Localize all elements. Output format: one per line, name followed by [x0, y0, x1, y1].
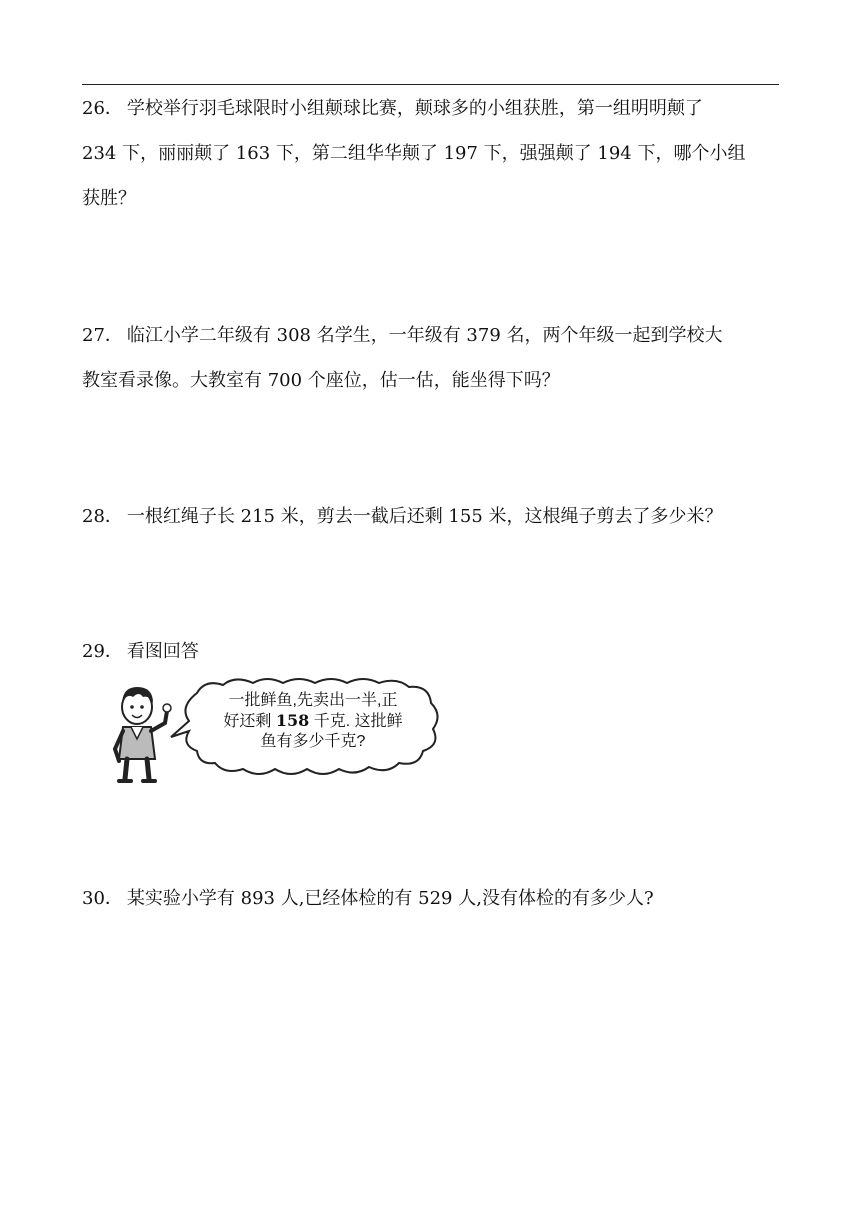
bubble-line-2-end: 千克. 这批鲜 — [313, 713, 403, 730]
question-line — [82, 313, 782, 358]
bubble-line-1: 一批鲜鱼,先卖出一半,正 — [228, 692, 398, 709]
question-26 — [82, 86, 782, 221]
question-30 — [82, 876, 782, 921]
question-29 — [82, 629, 782, 674]
bubble-number: 158 — [275, 711, 310, 730]
question-line — [82, 86, 782, 131]
question-text: 某实验小学有 893 人,已经体检的有 529 人,没有体检的有多少人? — [126, 888, 654, 909]
speech-bubble-text — [197, 691, 429, 752]
bubble-line-2 — [197, 711, 429, 732]
question-text: 看图回答 — [126, 641, 199, 662]
question-line — [82, 494, 782, 539]
question-line: 234 下，丽丽颠了 163 下，第二组华华颠了 197 下，强强颠了 194 下，哪个小组 — [82, 143, 746, 164]
question-line: 获胜？ — [82, 188, 136, 209]
question-number: 29． — [82, 641, 123, 662]
question-text: 一根红绳子长 215 米，剪去一截后还剩 155 米，这根绳子剪去了多少米？ — [126, 506, 723, 527]
question-number: 27． — [82, 325, 123, 346]
question-text: 临江小学二年级有 308 名学生，一年级有 379 名，两个年级一起到学校大 — [126, 325, 723, 346]
question-number: 28． — [82, 506, 123, 527]
question-number: 30． — [82, 888, 123, 909]
bubble-line-3: 鱼有多少千克? — [260, 733, 366, 750]
question-27 — [82, 313, 782, 403]
question-28 — [82, 494, 782, 539]
boy-speech-illustration — [105, 675, 445, 787]
bubble-line-2-start: 好还剩 — [223, 713, 272, 730]
question-line — [82, 629, 782, 674]
question-line — [82, 876, 782, 921]
question-number: 26． — [82, 98, 123, 119]
header-rule — [82, 84, 779, 85]
question-line: 教室看录像。大教室有 700 个座位，估一估，能坐得下吗？ — [82, 370, 560, 391]
question-text: 学校举行羽毛球限时小组颠球比赛，颠球多的小组获胜，第一组明明颠了 — [126, 98, 703, 119]
